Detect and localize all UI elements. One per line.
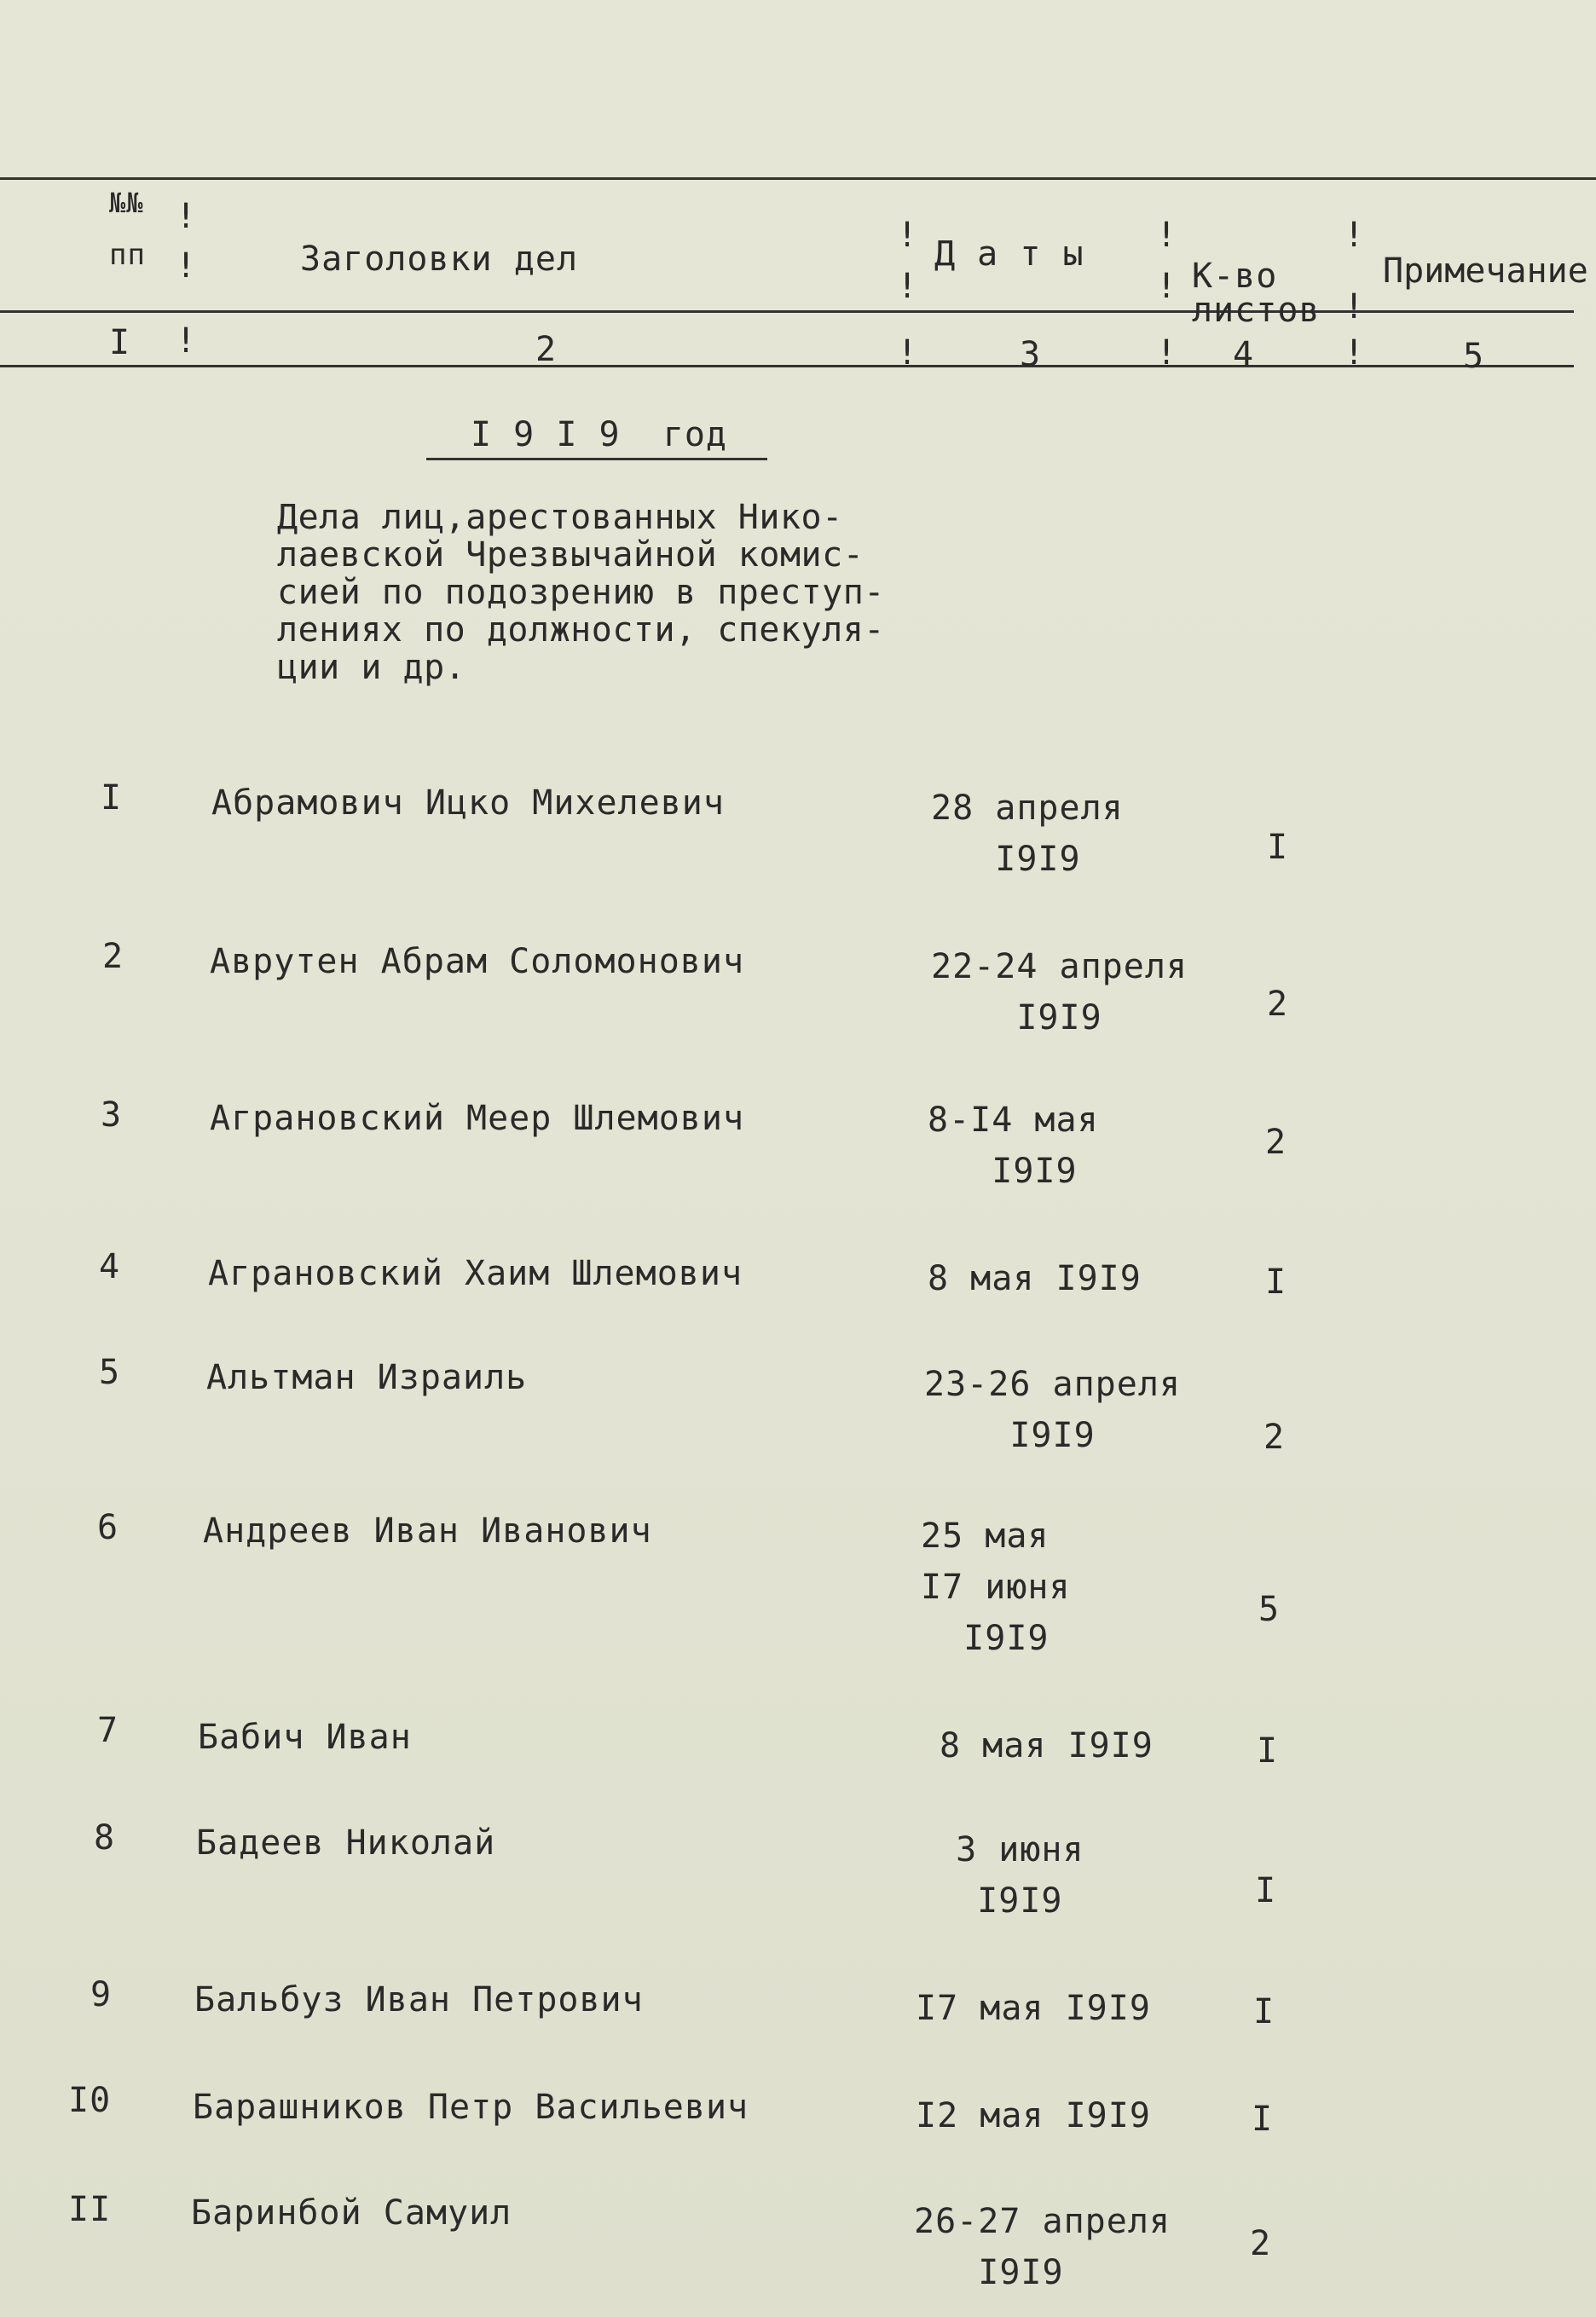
row-date: 8-I4 мая I9I9 — [928, 1101, 1099, 1191]
row-name: Аграновский Хаим Шлемович — [208, 1254, 743, 1293]
row-date: 26-27 апреля I9I9 — [914, 2202, 1171, 2292]
row-number: 8 — [94, 1818, 116, 1858]
header-col4-line2: листов — [1192, 291, 1321, 330]
row-number: 5 — [99, 1353, 121, 1392]
row-sheets: 2 — [1250, 2224, 1272, 2263]
row-date: 23-26 апреля I9I9 — [924, 1365, 1181, 1455]
row-sheets: I — [1267, 828, 1289, 867]
header-col3: Д а т ы — [934, 234, 1084, 274]
separator-mark: ! — [1156, 267, 1177, 306]
row-sheets: I — [1255, 1871, 1277, 1910]
row-sheets: 2 — [1264, 1418, 1286, 1457]
separator-mark: ! — [1156, 333, 1177, 373]
row-date: 28 апреля I9I9 — [931, 789, 1124, 879]
row-date: I2 мая I9I9 — [916, 2096, 1151, 2135]
row-date: 22-24 апреля I9I9 — [931, 947, 1188, 1037]
row-number: 6 — [97, 1508, 119, 1547]
row-number: I0 — [68, 2081, 112, 2120]
row-number: 7 — [97, 1711, 119, 1750]
row-sheets: I — [1253, 1992, 1275, 2031]
row-date: 25 мая I7 июня I9I9 — [921, 1517, 1071, 1658]
row-number: 9 — [90, 1975, 113, 2014]
separator-mark: ! — [176, 321, 197, 361]
row-name: Андреев Иван Иванович — [203, 1511, 652, 1551]
header-colnum-5: 5 — [1463, 337, 1485, 376]
row-name: Абрамович Ицко Михелевич — [211, 783, 725, 823]
row-number: 4 — [99, 1247, 121, 1286]
header-colnum-3: 3 — [1020, 335, 1042, 374]
row-number: I — [101, 778, 123, 818]
row-sheets: I — [1265, 1263, 1287, 1302]
row-name: Аврутен Абрам Соломонович — [210, 942, 745, 981]
separator-mark: ! — [176, 197, 197, 236]
section-year-heading: I 9 I 9 год — [471, 415, 727, 454]
header-col5: Примечание — [1383, 251, 1588, 291]
section-intro-text: Дела лиц,арестованных Нико- лаевской Чрезвычайной комис- сией по подозрению в преступ- лениях по должности, спекуля- ции и др. — [277, 498, 885, 687]
separator-mark: ! — [1344, 333, 1365, 373]
row-name: Аграновский Меер Шлемович — [210, 1099, 745, 1138]
row-sheets: I — [1257, 1731, 1279, 1771]
row-sheets: I — [1252, 2100, 1274, 2139]
header-col1-line2: пп — [109, 238, 146, 272]
row-number: II — [68, 2190, 112, 2229]
header-colnum-4: 4 — [1233, 335, 1255, 374]
row-sheets: 2 — [1265, 1123, 1287, 1162]
row-number: 3 — [101, 1095, 123, 1135]
year-underline — [426, 458, 767, 460]
header-top-rule — [0, 177, 1596, 180]
separator-mark: ! — [1344, 216, 1365, 255]
row-name: Бадеев Николай — [196, 1823, 496, 1863]
row-sheets: 2 — [1267, 985, 1289, 1024]
row-sheets: 5 — [1258, 1590, 1281, 1629]
header-col2: Заголовки дел — [300, 240, 579, 279]
row-date: 3 июня I9I9 — [956, 1830, 1084, 1921]
row-date: I7 мая I9I9 — [916, 1989, 1151, 2028]
header-col4-line1: К-во — [1192, 257, 1278, 296]
header-colnum-1: I — [109, 323, 131, 362]
header-colnum-2: 2 — [535, 330, 558, 369]
row-name: Баринбой Самуил — [191, 2193, 512, 2233]
row-date: 8 мая I9I9 — [928, 1259, 1142, 1298]
header-col1-line1: №№ — [109, 187, 144, 219]
separator-mark: ! — [897, 267, 918, 306]
separator-mark: ! — [176, 246, 197, 286]
separator-mark: ! — [1156, 216, 1177, 255]
separator-mark: ! — [897, 333, 918, 373]
row-name: Бальбуз Иван Петрович — [194, 1980, 644, 2019]
row-date: 8 мая I9I9 — [940, 1726, 1154, 1765]
row-name: Альтман Израиль — [206, 1358, 528, 1397]
separator-mark: ! — [897, 216, 918, 255]
header-bottom-rule — [0, 365, 1574, 367]
row-number: 2 — [102, 937, 124, 976]
row-name: Барашников Петр Васильевич — [193, 2088, 749, 2127]
header-middle-rule — [0, 310, 1574, 313]
separator-mark: ! — [1344, 287, 1365, 326]
row-name: Бабич Иван — [198, 1718, 412, 1757]
